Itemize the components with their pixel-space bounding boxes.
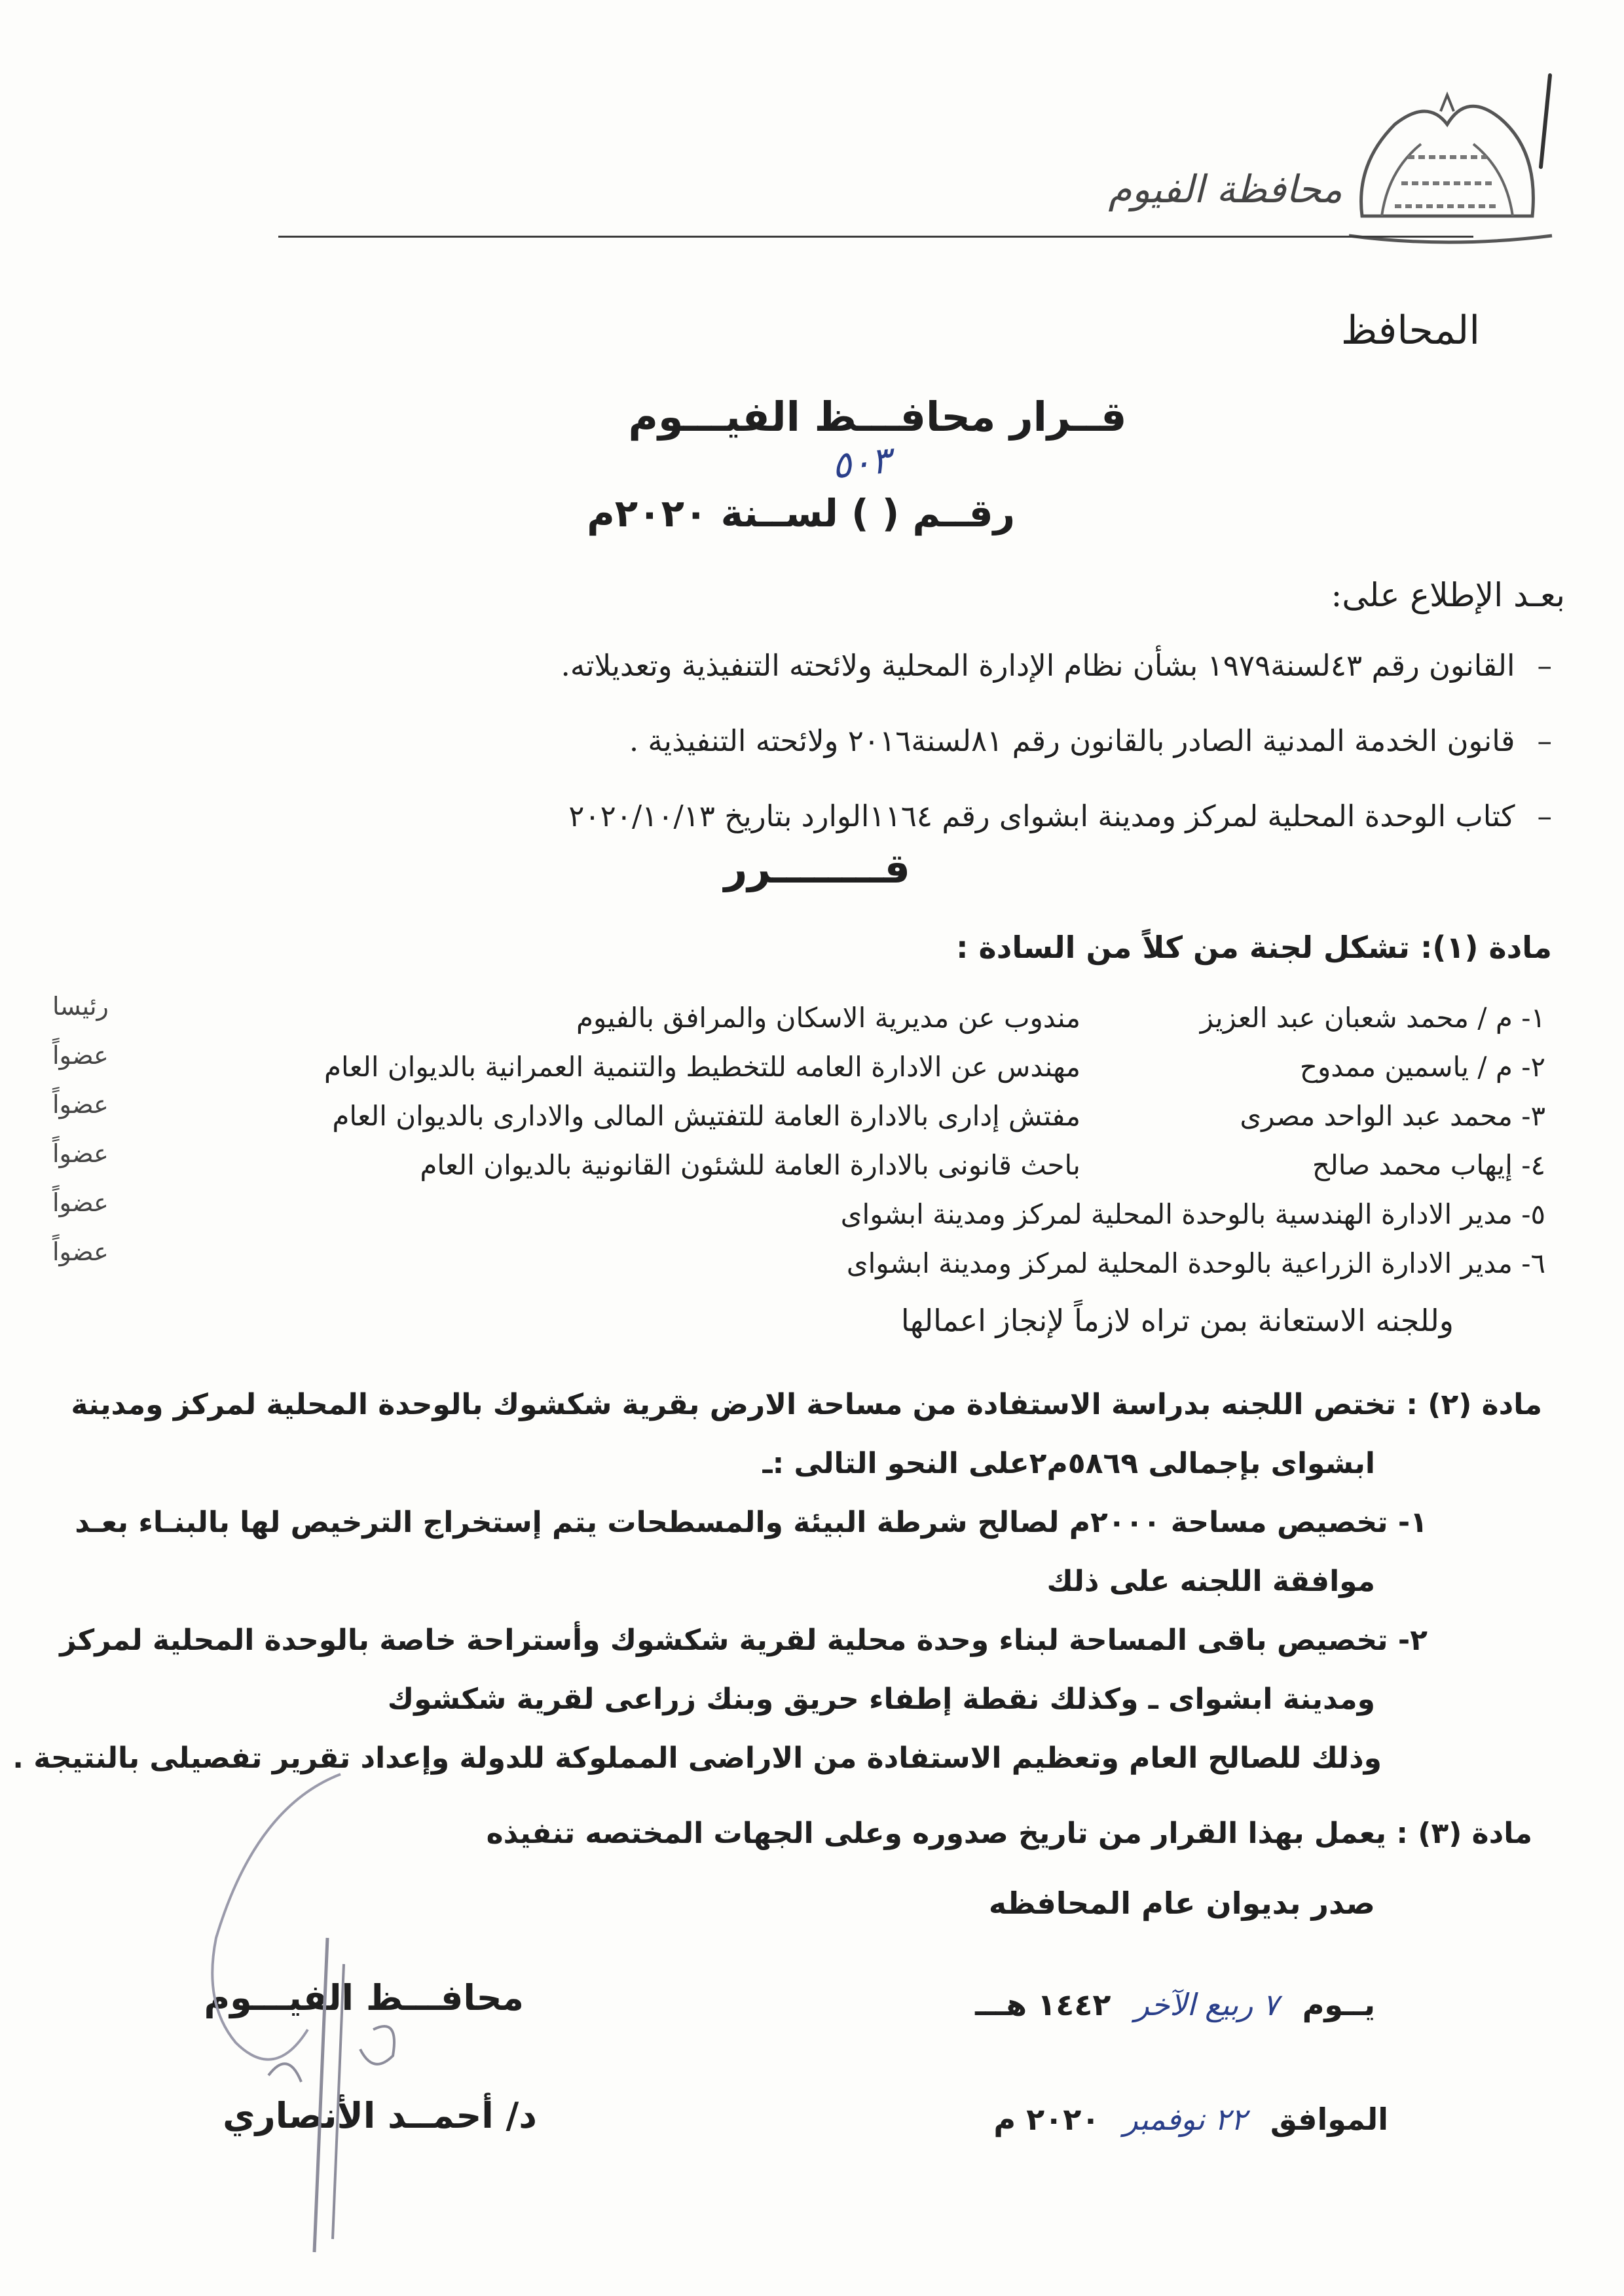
signatory-title: محافـــظ الفيـــوم: [204, 1977, 524, 2018]
header-divider: [278, 236, 1473, 238]
issued-at: صدر بديوان عام المحافظه: [988, 1886, 1375, 1921]
preamble-item: –كتاب الوحدة المحلية لمركز ومدينة ابشواى رقم ١١٦٤الوارد بتاريخ ٢٠٢٠/١٠/١٣: [568, 799, 1552, 833]
preamble-item: –القانون رقم ٤٣لسنة١٩٧٩ بشأن نظام الإدارة المحلية ولائحته التنفيذية وتعديلاته.: [561, 648, 1552, 683]
article-2-closing: وذلك للصالح العام وتعظيم الاستفادة من الاراضى المملوكة للدولة وإعداد تقرير تفصيلى بالنتيجة .: [12, 1741, 1382, 1775]
member-status: عضواً: [52, 1090, 109, 1119]
signatory-name: د/ أحمــد الأنصاري: [223, 2095, 537, 2136]
member-name: ٦- مدير الادارة الزراعية بالوحدة المحلية لمركز ومدينة ابشواى: [846, 1247, 1545, 1279]
governorate-name: محافظة الفيوم: [1108, 167, 1342, 211]
decree-title: قــرار محافـــظ الفيـــوم: [628, 393, 1127, 441]
member-status: عضواً: [52, 1237, 109, 1266]
decree-number: رقــم ( ) لســنة ٢٠٢٠م: [587, 491, 1015, 536]
member-name: ٢- م / ياسمين ممدوح: [1299, 1051, 1545, 1083]
article-2-item: ومدينة ابشواى ـ وكذلك نقطة إطفاء حريق وبنك زراعى لقرية شكشوك: [387, 1683, 1375, 1716]
article-1-heading: مادة (١): تشكل لجنة من كلاً من السادة :: [956, 930, 1552, 965]
handwritten-hijri-day: ٧ ربيع الآخر: [1134, 1987, 1279, 2022]
preamble-item: –قانون الخدمة المدنية الصادر بالقانون رقم ٨١لسنة٢٠١٦ ولائحته التنفيذية .: [629, 723, 1552, 758]
governorate-logo: [1336, 85, 1559, 255]
member-status: عضواً: [52, 1139, 109, 1168]
member-role: باحث قانونى بالادارة العامة للشئون القانونية بالديوان العام: [420, 1149, 1080, 1181]
handwritten-signature: [177, 1768, 413, 2265]
member-role: مفتش إدارى بالادارة العامة للتفتيش المالى والادارى بالديوان العام: [332, 1100, 1080, 1132]
member-role: مهندس عن الادارة العامه للتخطيط والتنمية العمرانية بالديوان العام: [323, 1051, 1080, 1083]
office-title: المحافظ: [1340, 308, 1480, 354]
member-name: ٣- محمد عبد الواحد مصرى: [1240, 1100, 1545, 1132]
member-name: ٤- إيهاب محمد صالح: [1312, 1149, 1545, 1181]
member-name: ١- م / محمد شعبان عبد العزيز: [1200, 1002, 1545, 1034]
article-3: مادة (٣) : يعمل بهذا القرار من تاريخ صدوره وعلى الجهات المختصه تنفيذه: [486, 1817, 1532, 1850]
article-1-closing: وللجنه الاستعانة بمن تراه لازماً لإنجاز اعمالها: [900, 1303, 1454, 1338]
preamble-heading: بعـد الإطلاع على:: [1331, 576, 1565, 614]
decided-heading: قــــــــرر: [724, 845, 910, 892]
article-2-item: موافقة اللجنه على ذلك: [1046, 1565, 1375, 1598]
member-status: رئيسا: [52, 992, 109, 1021]
member-status: عضواً: [52, 1188, 109, 1217]
handwritten-decree-number: ٥٠٣: [829, 439, 893, 488]
hijri-date: يــوم ٧ ربيع الآخر ١٤٤٢ هـــ: [975, 1987, 1375, 2022]
article-2-item: ٢- تخصيص باقى المساحة لبناء وحدة محلية لقرية شكشوك وأستراحة خاصة بالوحدة المحلية لمركز: [60, 1624, 1428, 1657]
member-status: عضواً: [52, 1041, 109, 1070]
handwritten-gregorian-day: ٢٢ نوفمبر: [1123, 2102, 1247, 2137]
member-name: ٥- مدير الادارة الهندسية بالوحدة المحلية لمركز ومدينة ابشواى: [840, 1198, 1545, 1230]
gregorian-date: الموافق ٢٢ نوفمبر ٢٠٢٠ م: [993, 2102, 1388, 2137]
member-role: مندوب عن مديرية الاسكان والمرافق بالفيوم: [576, 1002, 1080, 1034]
article-2-line: ابشواى بإجمالى ٥٨٦٩م٢على النحو التالى :ـ: [762, 1447, 1375, 1480]
article-2-item: ١- تخصيص مساحة ٢٠٠٠م لصالح شرطة البيئة والمسطحات يتم إستخراج الترخيص لها بالبنـاء بعـد: [75, 1506, 1428, 1539]
article-2-line: مادة (٢) : تختص اللجنه بدراسة الاستفادة من مساحة الارض بقرية شكشوك بالوحدة المحلية لمركز ومدينة: [71, 1388, 1542, 1421]
